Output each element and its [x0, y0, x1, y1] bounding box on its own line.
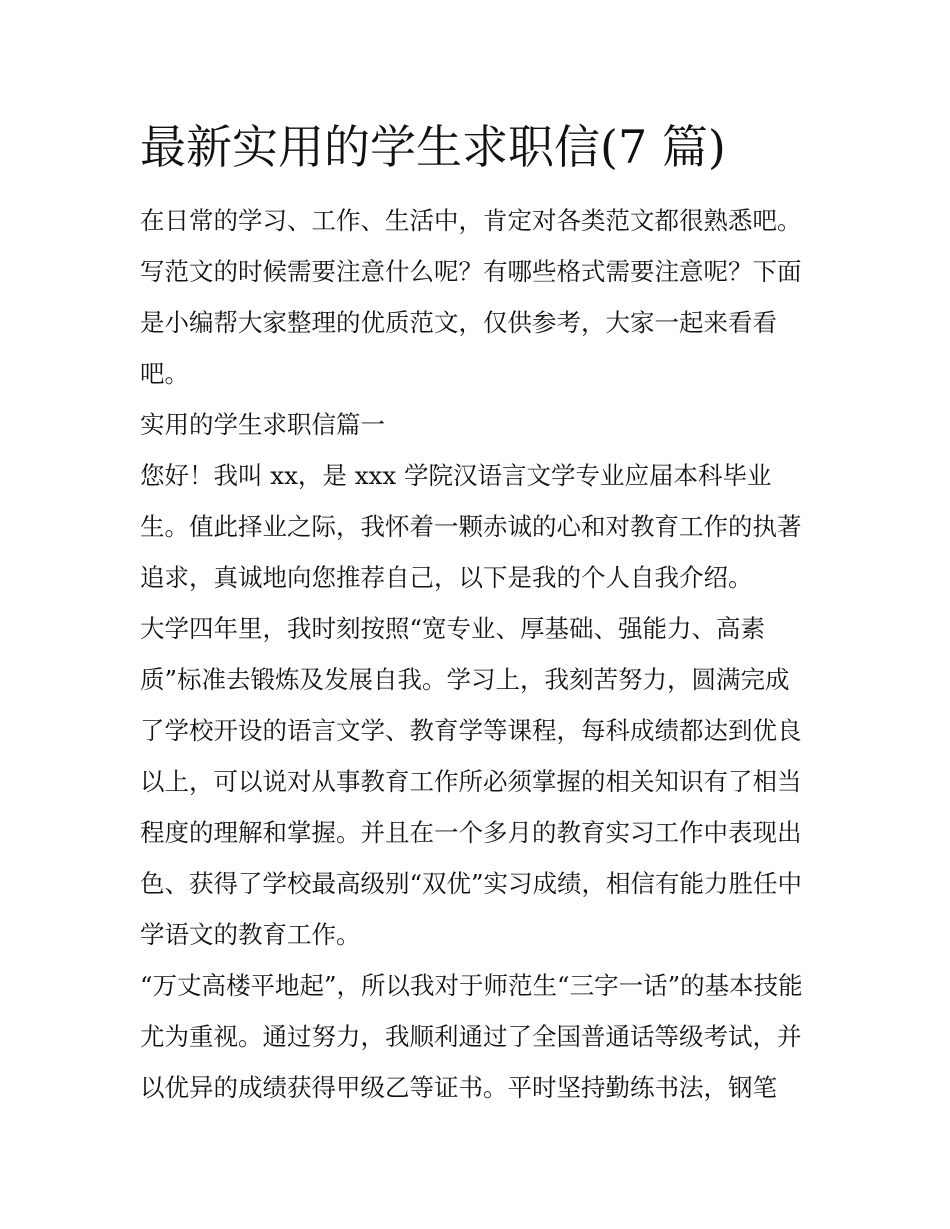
body-line-5: 质”标准去锻炼及发展自我。学习上，我刻苦努力，圆满完成 — [140, 665, 790, 694]
document-title: 最新实用的学生求职信(7 篇) — [140, 120, 726, 174]
body-line-9: 色、获得了学校最高级别“双优”实习成绩，相信有能力胜任中 — [140, 869, 803, 898]
body-line-1: 您好！我叫 xx，是 xxx 学院汉语言文学专业应届本科毕业 — [140, 461, 772, 490]
body-line-13: 以优异的成绩获得甲级乙等证书。平时坚持勤练书法，钢笔 — [140, 1073, 777, 1102]
body-line-10: 学语文的教育工作。 — [140, 920, 361, 949]
intro-line-2: 写范文的时候需要注意什么呢？有哪些格式需要注意呢？下面 — [140, 257, 802, 286]
intro-line-1: 在日常的学习、工作、生活中，肯定对各类范文都很熟悉吧。 — [140, 206, 802, 235]
body-line-12: 尤为重视。通过努力，我顺利通过了全国普通话等级考试，并 — [140, 1022, 802, 1051]
body-line-7: 以上，可以说对从事教育工作所必须掌握的相关知识有了相当 — [140, 767, 802, 796]
body-line-3: 追求，真诚地向您推荐自己，以下是我的个人自我介绍。 — [140, 563, 753, 592]
intro-line-3: 是小编帮大家整理的优质范文，仅供参考，大家一起来看看 — [140, 308, 777, 337]
body-line-4: 大学四年里，我时刻按照“宽专业、厚基础、强能力、高素 — [140, 614, 766, 643]
body-line-6: 了学校开设的语言文学、教育学等课程，每科成绩都达到优良 — [140, 716, 802, 745]
body-line-11: “万丈高楼平地起”，所以我对于师范生“三字一话”的基本技能 — [140, 971, 803, 1000]
body-line-8: 程度的理解和掌握。并且在一个多月的教育实习工作中表现出 — [140, 818, 802, 847]
intro-line-4: 吧。 — [140, 359, 189, 388]
body-line-2: 生。值此择业之际，我怀着一颗赤诚的心和对教育工作的执著 — [140, 512, 802, 541]
section-heading: 实用的学生求职信篇一 — [140, 410, 385, 439]
